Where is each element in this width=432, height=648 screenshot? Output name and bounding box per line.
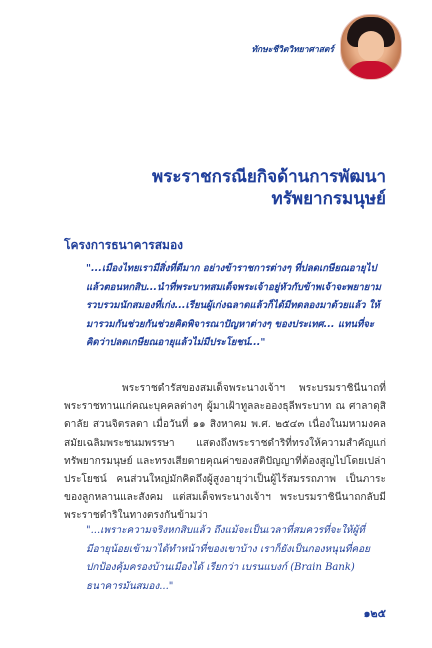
- body-paragraph: พระราชดำรัสของสมเด็จพระนางเจ้าฯ พระบรมราชินีนาถที่พระราชทานแก่คณะบุคคลต่างๆ ผู้มาเฝ้าทูลละอองธุลีพระบาท ณ ศาลาดุสิดาลัย สวนจิตรลดา เมื่อวันที่ ๑๑ สิงหาคม พ.ศ. ๒๕๔๓ เนื่องในมหามงคลสมัยเฉลิมพระชนมพรรษา แสดงถึงพระราชดำริที่ทรงให้ความสำคัญแก่ทรัพยากรมนุษย์ และทรงเสียดายคุณค่าของสติปัญญาที่ต้องสูญไปโดยเปล่าประโยชน์ คนส่วนใหญ่มักคิดถึงผู้สูงอายุว่าเป็นผู้ไร้สมรรถภาพ เป็นภาระของลูกหลานและสังคม แต่สมเด็จพระนางเจ้าฯ พระบรมราชินีนาถกลับมีพระราชดำริในทางตรงกันข้ามว่า: [64, 383, 386, 522]
- chapter-title-line2: ทรัพยากรมนุษย์: [271, 189, 386, 209]
- chapter-title: [152, 166, 386, 210]
- chapter-title-line1: พระราชกรณียกิจด้านการพัฒนา: [152, 167, 386, 187]
- portrait-photo: [340, 14, 402, 80]
- running-header: ทักษะชีวิตวิทยาศาสตร์: [251, 45, 334, 55]
- portrait-face: [358, 31, 384, 61]
- section-heading: โครงการธนาคารสมอง: [64, 238, 184, 252]
- royal-quote: "...เมืองไทยเรามีสิ่งที่ดีมาก อย่างข้าราชการต่างๆ ที่ปลดเกษียณอายุไปแล้วตอนหกสิบ...นำที่พระบาทสมเด็จพระเจ้าอยู่หัวกับข้าพเจ้าจะพยายามรวบรวมนักสมองที่เก่ง...เรียนผู้เก่งฉลาดแล้วก็ได้มีทดลองมาด้วยแล้ว ให้มารวมกันช่วยกันช่วยคิดพิจารณาปัญหาต่างๆ ของประเทศ... แทนที่จะคิดว่าปลดเกษียณอายุแล้วไม่มีประโยชน์...": [86, 263, 381, 348]
- page-number: ๑๒๕: [363, 607, 386, 620]
- portrait-dress: [345, 61, 397, 80]
- royal-quote-2: "...เพราะความจริงหกสิบแล้ว ถึงแม้จะเป็นเวลาที่สมควรที่จะให้ผู้ที่มีอายุน้อยเข้ามาได้ทำหน้าที่ของเขาบ้าง เราก็ยังเป็นกองหนุนที่คอยปกป้องคุ้มครองบ้านเมืองได้ เรียกว่า เบรนแบงก์ (Brain Bank) ธนาคารมันสมอง...": [86, 525, 370, 592]
